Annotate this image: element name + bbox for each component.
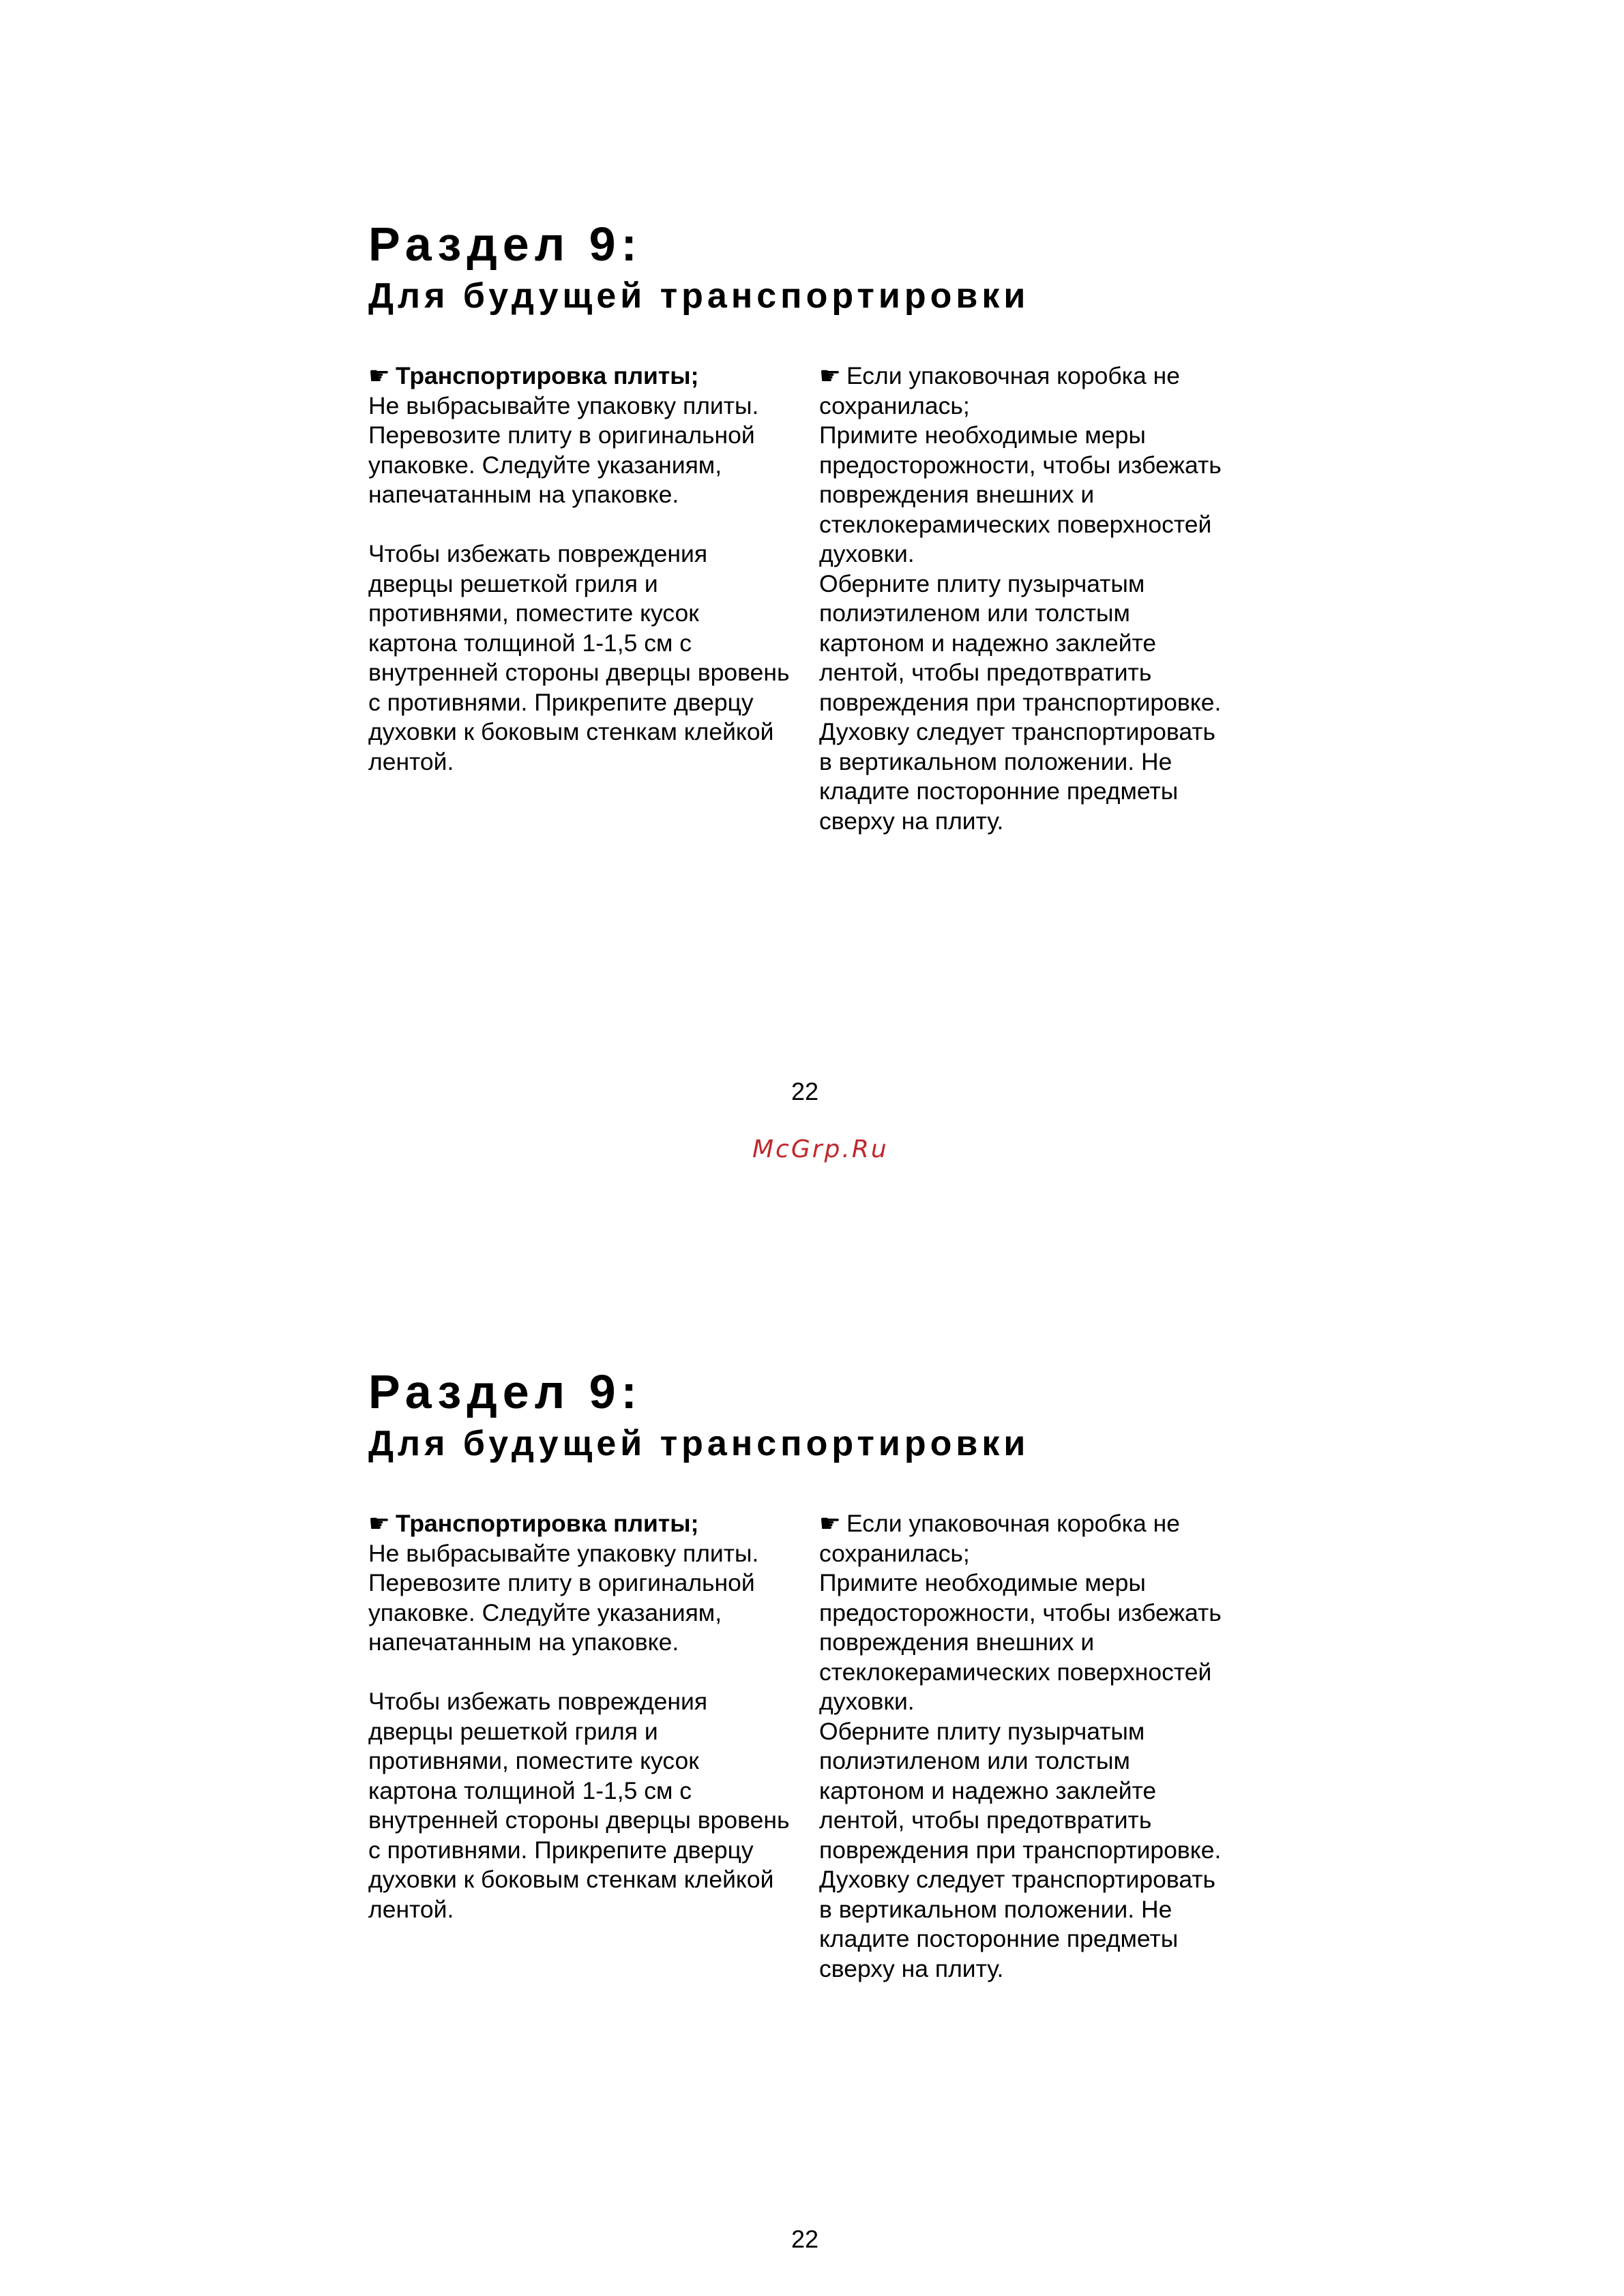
text-line: духовки. (819, 540, 915, 567)
text-line: Перевозите плиту в оригинальной (368, 1569, 755, 1596)
text-line: Если упаковочная коробка не (846, 362, 1180, 389)
text-line: Не выбрасывайте упаковку плиты. (368, 1539, 759, 1567)
text-line: Чтобы избежать повреждения (368, 540, 708, 567)
text-line: сверху на плиту. (819, 807, 1004, 835)
text-line: упаковке. Следуйте указаниям, (368, 1598, 722, 1626)
watermark: McGrp.Ru (752, 1135, 889, 1163)
left-heading: Транспортировка плиты; (396, 362, 699, 389)
text-line: Примите необходимые меры (819, 421, 1146, 449)
text-line: в вертикальном положении. Не (819, 1895, 1172, 1923)
text-line: с противнями. Прикрепите дверцу (368, 1836, 754, 1864)
text-line: Если упаковочная коробка не (846, 1510, 1180, 1537)
text-line: лентой, чтобы предотвратить (819, 1806, 1152, 1834)
text-line: в вертикальном положении. Не (819, 747, 1172, 775)
text-line: духовки к боковым стенкам клейкой (368, 718, 774, 745)
left-heading-line (368, 361, 789, 391)
paragraph-gap (368, 1658, 789, 1688)
text-line: Перевозите плиту в оригинальной (368, 421, 755, 449)
text-line: стеклокерамических поверхностей (819, 510, 1212, 538)
text-line: полиэтиленом или толстым (819, 599, 1130, 627)
text-line: картона толщиной 1-1,5 см с (368, 1776, 692, 1804)
text-line: напечатанным на упаковке. (368, 481, 679, 508)
text-line: духовки к боковым стенкам клейкой (368, 1866, 774, 1893)
text-line: Чтобы избежать повреждения (368, 1688, 708, 1715)
text-line: повреждения внешних и (819, 481, 1095, 508)
right-heading-line (819, 1509, 1222, 1539)
page-number: 22 (791, 1077, 819, 1105)
pointing-hand-icon: ☛ (368, 1510, 390, 1537)
text-line: стеклокерамических поверхностей (819, 1658, 1212, 1686)
text-line: сверху на плиту. (819, 1954, 1004, 1982)
text-line: внутренней стороны дверцы вровень (368, 659, 790, 686)
text-line: повреждения при транспортировке. (819, 688, 1222, 716)
text-line: кладите посторонние предметы (819, 777, 1179, 805)
text-line: с противнями. Прикрепите дверцу (368, 688, 754, 716)
pointing-hand-icon: ☛ (819, 362, 841, 389)
left-column (368, 1509, 789, 1924)
text-line: предосторожности, чтобы избежать (819, 451, 1222, 479)
text-line: дверцы решеткой гриля и (368, 569, 658, 597)
pointing-hand-icon: ☛ (819, 1510, 841, 1537)
text-line: противнями, поместите кусок (368, 1747, 699, 1774)
right-heading-line (819, 361, 1222, 391)
section-title: Раздел 9: (368, 1365, 643, 1418)
text-line: Духовку следует транспортировать (819, 718, 1216, 745)
text-line: духовки. (819, 1688, 915, 1715)
text-line: Духовку следует транспортировать (819, 1866, 1216, 1893)
text-line: упаковке. Следуйте указаниям, (368, 451, 722, 479)
text-line: кладите посторонние предметы (819, 1925, 1179, 1952)
text-line: повреждения внешних и (819, 1628, 1095, 1656)
left-heading-line (368, 1509, 789, 1539)
text-line: Оберните плиту пузырчатым (819, 1717, 1145, 1745)
right-column (819, 1509, 1222, 1984)
text-line: картоном и надежно заклейте (819, 629, 1157, 657)
text-line: Не выбрасывайте упаковку плиты. (368, 391, 759, 419)
text-line: сохранилась; (819, 391, 970, 419)
text-line: лентой, чтобы предотвратить (819, 659, 1152, 686)
right-column (819, 361, 1222, 836)
paragraph-gap (368, 510, 789, 540)
pointing-hand-icon: ☛ (368, 362, 390, 389)
left-heading: Транспортировка плиты; (396, 1510, 699, 1537)
text-line: Примите необходимые меры (819, 1569, 1146, 1596)
text-line: сохранилась; (819, 1539, 970, 1567)
left-column (368, 361, 789, 777)
section-title: Раздел 9: (368, 218, 643, 271)
section-subtitle: Для будущей транспортировки (368, 276, 1030, 316)
text-line: лентой. (368, 747, 454, 775)
text-line: картона толщиной 1-1,5 см с (368, 629, 692, 657)
text-line: полиэтиленом или толстым (819, 1747, 1130, 1774)
text-line: предосторожности, чтобы избежать (819, 1598, 1222, 1626)
text-line: дверцы решеткой гриля и (368, 1717, 658, 1745)
text-line: Оберните плиту пузырчатым (819, 569, 1145, 597)
text-line: картоном и надежно заклейте (819, 1776, 1157, 1804)
text-line: противнями, поместите кусок (368, 599, 699, 627)
page-bottom (0, 1148, 1624, 2295)
text-line: напечатанным на упаковке. (368, 1628, 679, 1656)
text-line: повреждения при транспортировке. (819, 1836, 1222, 1864)
text-line: лентой. (368, 1895, 454, 1923)
text-line: внутренней стороны дверцы вровень (368, 1806, 790, 1834)
page-number: 22 (791, 2225, 819, 2253)
section-subtitle: Для будущей транспортировки (368, 1424, 1030, 1463)
